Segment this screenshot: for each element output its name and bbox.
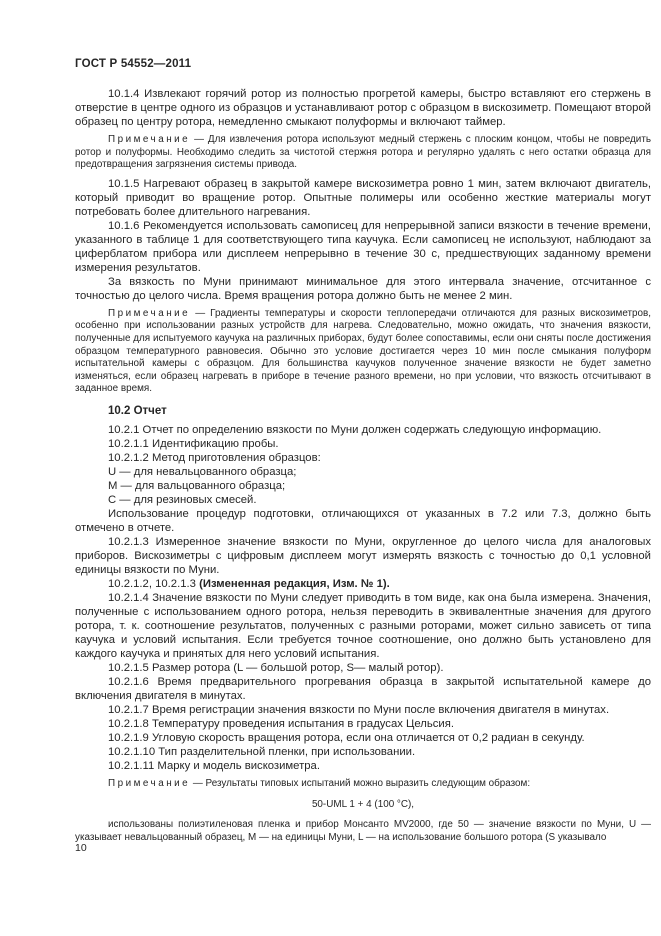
- paragraph: Использование процедур подготовки, отличающихся от указанных в 7.2 или 7.3, должно быть отмечено в отчете.: [75, 507, 651, 534]
- note: [75, 134, 651, 172]
- note: [75, 308, 651, 396]
- note: [75, 778, 651, 791]
- amendment-note: (Измененная редакция, Изм. № 1).: [199, 577, 390, 590]
- paragraph: 10.2.1.3 Измеренное значение вязкости по Муни, округленное до целого числа для аналоговых приборов. Вискозиметры с цифровым дисплеем могут измерять вязкость с точностью до 0,1 условной единицы вязкости по Муни.: [75, 535, 651, 576]
- paragraph: 10.2.1.5 Размер ротора (L — большой ротор, S— малый ротор).: [108, 661, 444, 674]
- note-text: — Градиенты температуры и скорости теплопередачи отличаются для разных вискозиметров, особенно при использовании разных устройств для нагрева. Следовательно, можно ожидать, что значения вязкости, полученные для испытуемого каучука на различных приборах, будут более сопоставимы, если они сняты после достижения образцом температурного равновесия. Обычно это условие достигается через 10 мин после смыкания полуформ испытательной камеры с образцом. Для большинства каучуков полученное значение вязкости не будет заметно изменяться, если образец нагревать в приборе в течение разного времени, но при условии, что вязкость отсчитывают в заданное время.: [75, 307, 651, 395]
- paragraph: За вязкость по Муни принимают минимальное для этого интервала значение, отсчитанное с точностью до целого числа. Время вращения ротора должно быть не менее 2 мин.: [75, 275, 651, 302]
- paragraph: 10.2.1.7 Время регистрации значения вязкости по Муни после включения двигателя в минутах.: [108, 703, 610, 716]
- paragraph: 10.2.1.4 Значение вязкости по Муни следует приводить в том виде, как она была измерена. Значения, полученные с использованием одного ротора, нельзя переводить в эквивалентные значения для другого ротора, т. к. соотношение результатов, полученных с разными роторами, может сильно зависеть от типа каучука и условий испытания. Если требуется точное соотношение, оно должно быть установлено для каждого каучука и принятых для него условий испытания.: [75, 591, 651, 660]
- paragraph: 10.1.5 Нагревают образец в закрытой камере вискозиметра ровно 1 мин, затем включают двигатель, который приводит во вращение ротор. Опытные полимеры или особенно жесткие материалы могут потребовать более длительного нагревания.: [75, 177, 651, 218]
- paragraph: 10.2.1.9 Угловую скорость вращения ротора, если она отличается от 0,2 радиан в секунду.: [108, 731, 585, 744]
- formula: 50-UML 1 + 4 (100 °C),: [311, 798, 415, 810]
- note-label: Примечание: [108, 134, 191, 145]
- note-text: — Результаты типовых испытаний можно выразить следующим образом:: [192, 777, 531, 789]
- amendment-numbers: 10.2.1.2, 10.2.1.3: [108, 577, 200, 590]
- note-continuation: использованы полиэтиленовая пленка и прибор Монсанто MV2000, где 50 — значение вязкости по Муни, U — указывает невальцованный образец, М — на единицы Муни, L — на использование большого ротора (S указывало: [75, 819, 651, 843]
- page-content: [75, 58, 651, 844]
- note-label: Примечание: [108, 307, 191, 319]
- paragraph-amendment: [75, 577, 651, 591]
- paragraph: 10.2.1.1 Идентификацию пробы.: [108, 437, 279, 450]
- paragraph: 10.2.1.6 Время предварительного прогревания образца в закрытой испытательной камере до включения двигателя в минутах.: [75, 675, 651, 702]
- list-item: М — для вальцованного образца;: [108, 479, 286, 492]
- paragraph: 10.1.6 Рекомендуется использовать самописец для непрерывной записи вязкости в течение времени, указанного в таблице 1 для соответствующего типа каучука. Если самописец не используют, наблюдают за циферблатом прибора или дисплеем непрерывно в течение 30 с, предшествующих заданному времени измерения результатов.: [75, 219, 651, 274]
- paragraph: 10.2.1 Отчет по определению вязкости по Муни должен содержать следующую информацию.: [108, 423, 602, 436]
- paragraph: 10.2.1.8 Температуру проведения испытания в градусах Цельсия.: [108, 717, 454, 730]
- paragraph: 10.2.1.11 Марку и модель вискозиметра.: [108, 759, 320, 772]
- paragraph: 10.1.4 Извлекают горячий ротор из полностью прогретой камеры, быстро вставляют его стержень в отверстие в центре одного из образцов и устанавливают ротор с образцом в вискозиметр. Помещают второй образец по центру ротора, немедленно смыкают полуформы и включают таймер.: [75, 88, 651, 128]
- page-header: ГОСТ Р 54552—2011: [75, 58, 192, 70]
- list-item: С — для резиновых смесей.: [108, 493, 257, 506]
- list-item: U — для невальцованного образца;: [108, 465, 297, 478]
- section-heading: 10.2 Отчет: [108, 404, 167, 417]
- page-number: 10: [75, 842, 87, 854]
- paragraph: 10.2.1.2 Метод приготовления образцов:: [108, 451, 321, 464]
- note-text: — Для извлечения ротора используют медный стержень с плоским концом, чтобы не повредить ротор и полуформы. Необходимо следить за чистотой стержня ротора и регулярно удалять с него остатки образца для предотвращения загрязнения системы привода.: [75, 134, 651, 171]
- note-label: Примечание: [108, 777, 191, 789]
- paragraph: 10.2.1.10 Тип разделительной пленки, при использовании.: [108, 745, 416, 758]
